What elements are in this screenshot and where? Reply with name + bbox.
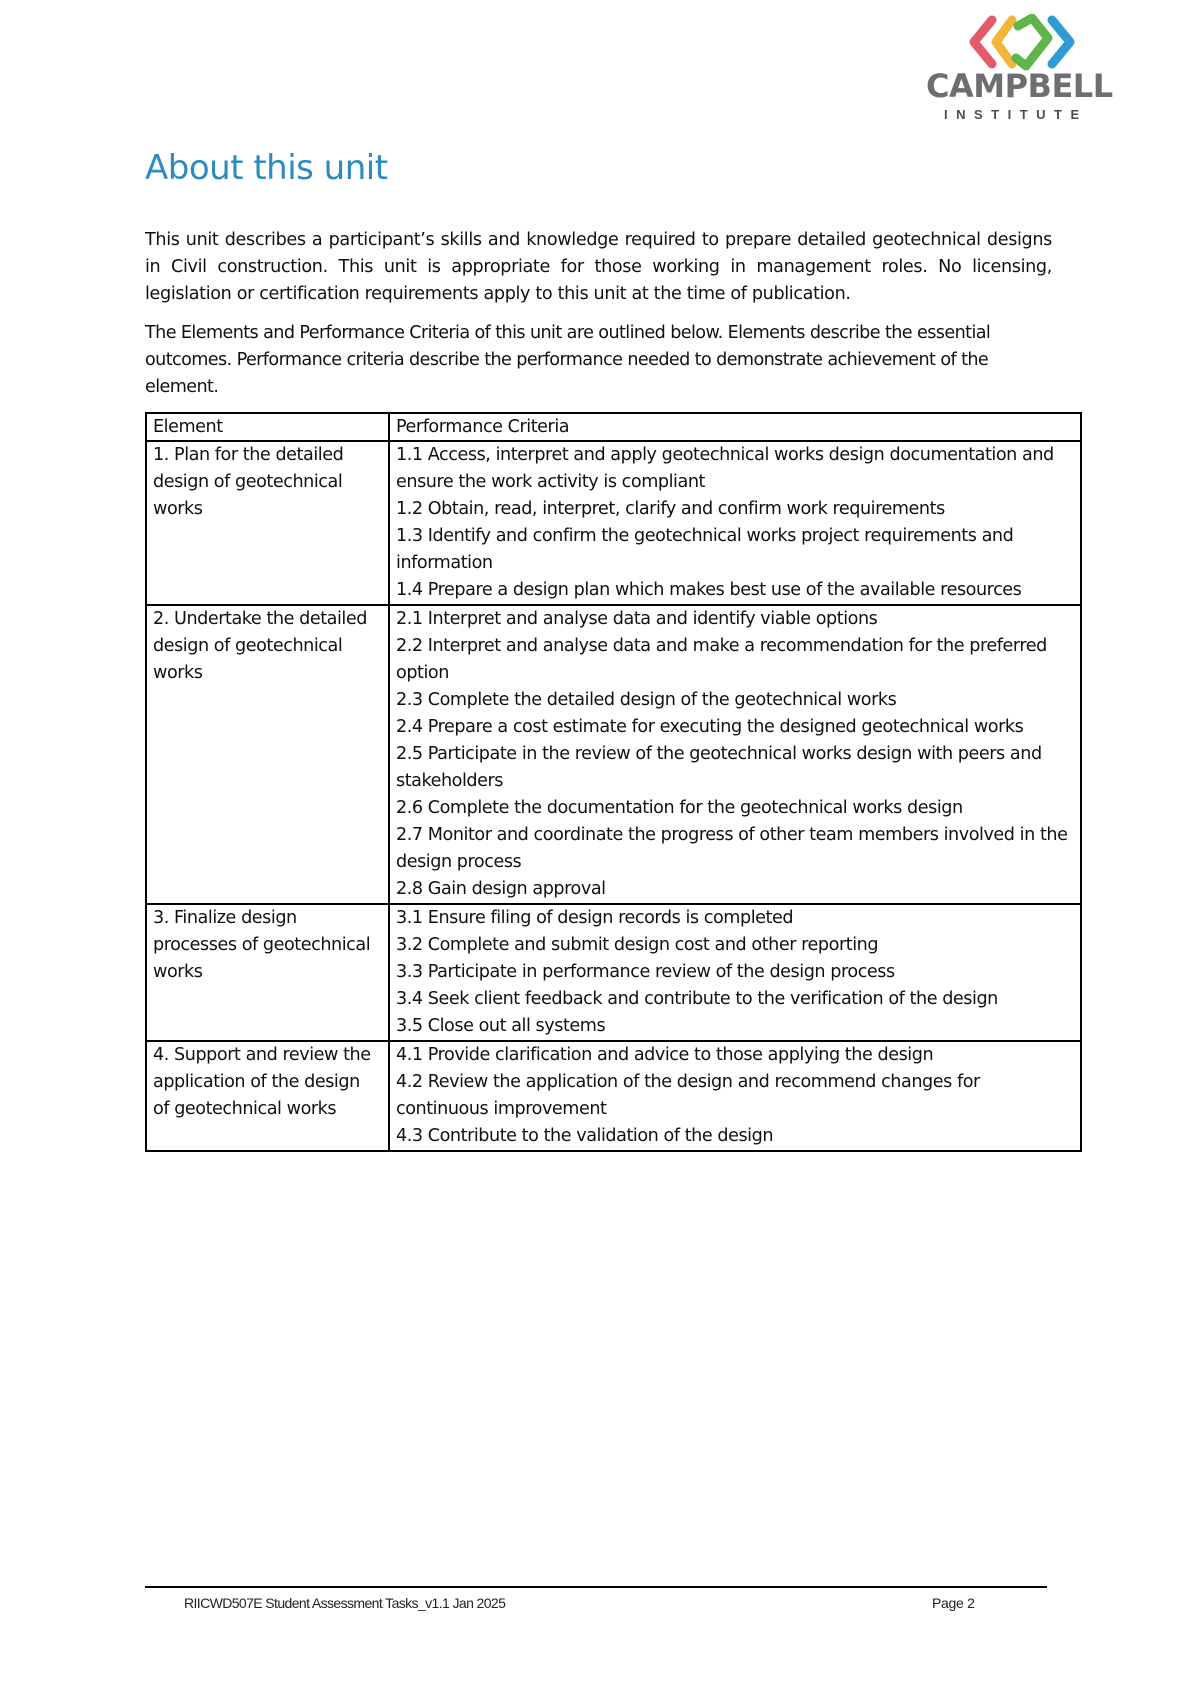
page-title: About this unit <box>145 148 388 188</box>
column-header-performance-criteria: Performance Criteria <box>389 413 1081 441</box>
criterion: 2.4 Prepare a cost estimate for executing the designed geotechnical works <box>396 717 1024 737</box>
logo-name: CAMPBELL <box>926 67 1113 105</box>
criterion: 1.4 Prepare a design plan which makes best use of the available resources <box>396 580 1022 600</box>
intro-paragraph: This unit describes a participant’s skills and knowledge required to prepare detailed geotechnical designs in Civil construction. This unit is appropriate for those working in management roles. No licensing, legislation or certification requirements apply to this unit at the time of publication. <box>145 230 1052 304</box>
campbell-institute-logo <box>920 14 1113 124</box>
criterion: 4.3 Contribute to the validation of the design <box>396 1126 774 1146</box>
criterion: 2.8 Gain design approval <box>396 879 606 899</box>
criterion: 1.2 Obtain, read, interpret, clarify and confirm work requirements <box>396 499 945 519</box>
logo-subtitle: INSTITUTE <box>944 107 1088 122</box>
element-cell <box>146 605 389 904</box>
criterion: 1.1 Access, interpret and apply geotechnical works design documentation and ensure the work activity is compliant <box>396 445 1054 492</box>
element-cell <box>146 441 389 605</box>
criterion: 3.4 Seek client feedback and contribute to the verification of the design <box>396 989 998 1009</box>
logo-chevrons-icon <box>968 14 1078 74</box>
footer-page-number: Page 2 <box>932 1595 975 1611</box>
column-header-element: Element <box>146 413 389 441</box>
element-text: 4. Support and review the application of the design of geotechnical works <box>153 1045 371 1119</box>
footer-divider <box>145 1586 1047 1588</box>
elements-performance-criteria-table <box>145 412 1082 1152</box>
element-text: 2. Undertake the detailed design of geotechnical works <box>153 609 367 683</box>
criteria-cell <box>389 904 1081 1041</box>
criterion: 2.7 Monitor and coordinate the progress of other team members involved in the design process <box>396 825 1068 872</box>
criterion: 2.3 Complete the detailed design of the geotechnical works <box>396 690 897 710</box>
criterion: 3.5 Close out all systems <box>396 1016 606 1036</box>
criteria-cell <box>389 605 1081 904</box>
element-cell <box>146 904 389 1041</box>
criterion: 2.2 Interpret and analyse data and make a recommendation for the preferred option <box>396 636 1047 683</box>
footer-document-name: RIICWD507E Student Assessment Tasks_v1.1 Jan 2025 <box>184 1595 506 1611</box>
table-row <box>146 904 1081 1041</box>
elements-description-paragraph: The Elements and Performance Criteria of this unit are outlined below. Elements describe the essential outcomes. Performance criteria describe the performance needed to demonstrate achievement of the element. <box>145 323 991 397</box>
table-row <box>146 605 1081 904</box>
element-cell <box>146 1041 389 1151</box>
criterion: 4.2 Review the application of the design and recommend changes for continuous improvement <box>396 1072 980 1119</box>
criterion: 2.1 Interpret and analyse data and identify viable options <box>396 609 878 629</box>
criteria-cell <box>389 1041 1081 1151</box>
criterion: 3.1 Ensure filing of design records is completed <box>396 908 794 928</box>
table-row <box>146 441 1081 605</box>
criteria-cell <box>389 441 1081 605</box>
criterion: 4.1 Provide clarification and advice to those applying the design <box>396 1045 934 1065</box>
criterion: 3.2 Complete and submit design cost and other reporting <box>396 935 879 955</box>
table-row <box>146 1041 1081 1151</box>
criterion: 1.3 Identify and confirm the geotechnical works project requirements and information <box>396 526 1014 573</box>
criterion: 2.5 Participate in the review of the geotechnical works design with peers and stakeholders <box>396 744 1042 791</box>
element-text: 3. Finalize design processes of geotechnical works <box>153 908 371 982</box>
criterion: 2.6 Complete the documentation for the geotechnical works design <box>396 798 963 818</box>
element-text: 1. Plan for the detailed design of geotechnical works <box>153 445 344 519</box>
table-header-row <box>146 413 1081 441</box>
criterion: 3.3 Participate in performance review of the design process <box>396 962 895 982</box>
